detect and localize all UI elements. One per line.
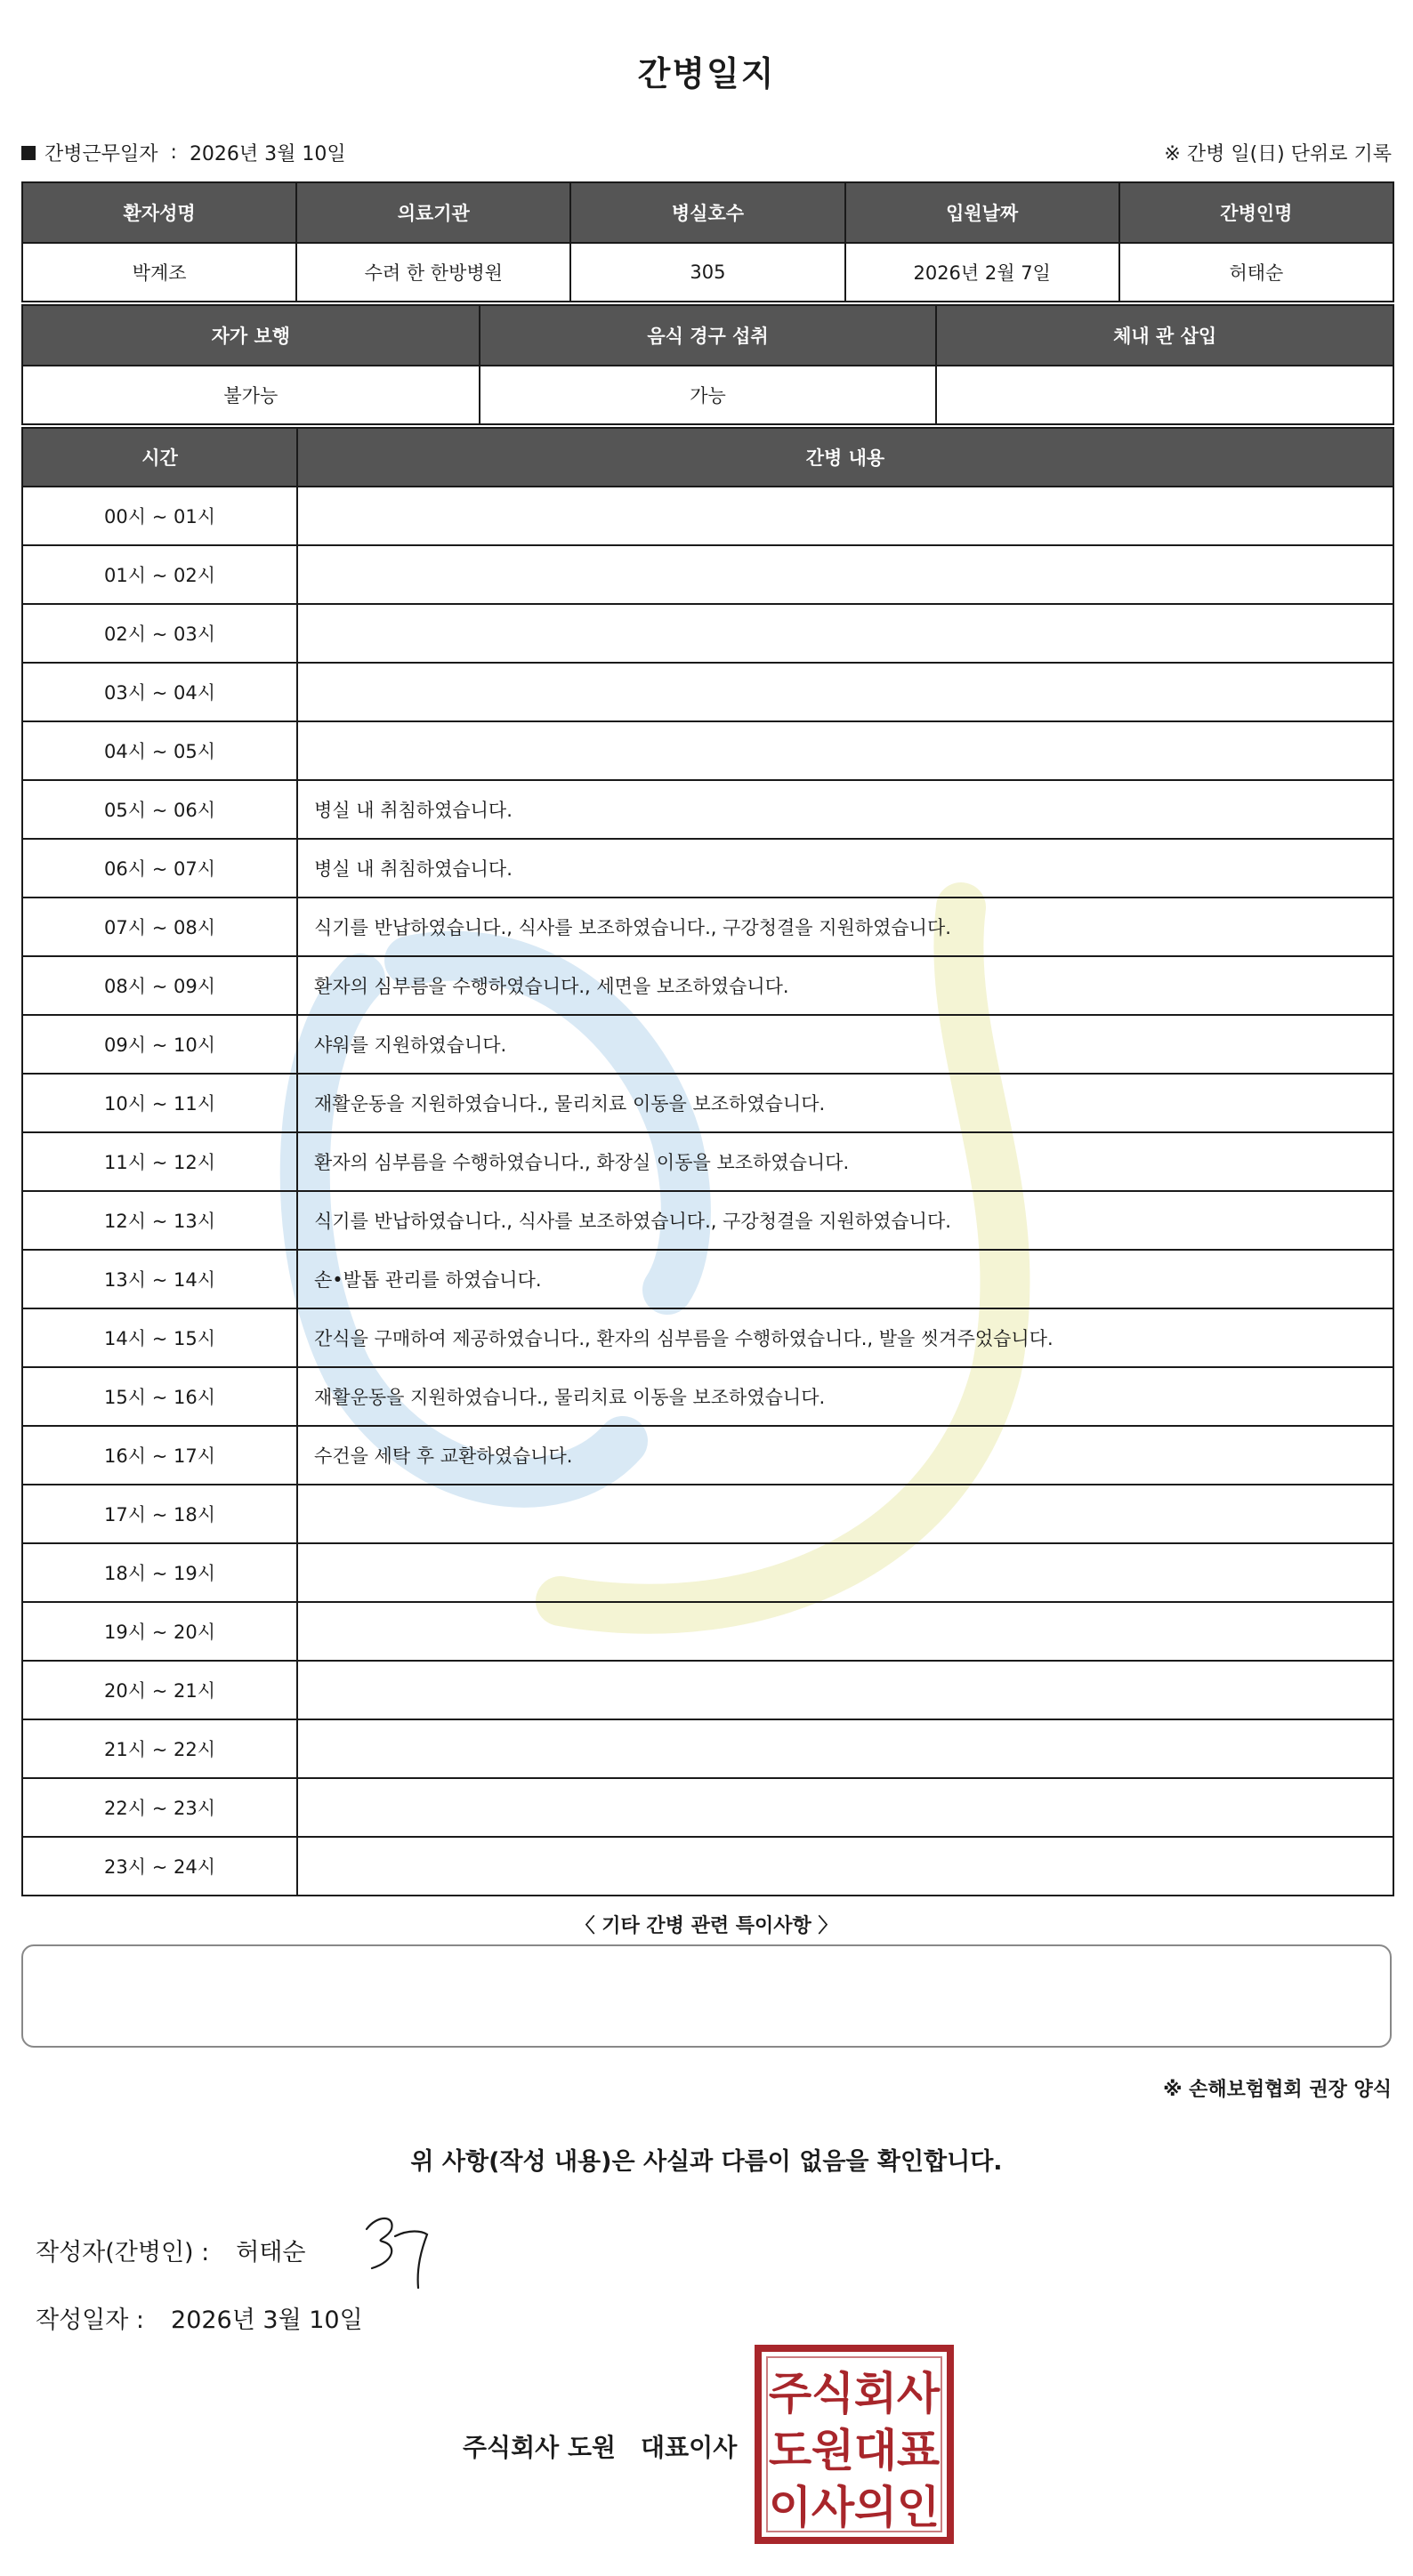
time-header: 시간 — [22, 428, 297, 487]
hospital-value: 수려 한 한방병원 — [296, 243, 570, 302]
seal-glyph: 사 — [811, 2482, 855, 2533]
care-log-row — [22, 780, 1393, 839]
care-log-time: 08시 ~ 09시 — [22, 956, 297, 1015]
care-log-content — [297, 721, 1393, 780]
care-log-time: 01시 ~ 02시 — [22, 545, 297, 604]
care-log-row — [22, 1602, 1393, 1661]
care-log-time: 22시 ~ 23시 — [22, 1778, 297, 1837]
care-log-time: 05시 ~ 06시 — [22, 780, 297, 839]
care-log-row — [22, 721, 1393, 780]
care-log-content: 병실 내 취침하였습니다. — [297, 780, 1393, 839]
oral-intake-header: 음식 경구 섭취 — [480, 305, 937, 366]
care-log-row — [22, 1543, 1393, 1602]
special-notes-title: 〈 기타 간병 관련 특이사항 〉 — [575, 1915, 838, 1937]
oral-intake-value: 가능 — [480, 366, 937, 424]
care-log-time: 23시 ~ 24시 — [22, 1837, 297, 1896]
square-bullet-icon — [21, 146, 36, 160]
care-log-row — [22, 898, 1393, 956]
written-date-value: 2026년 3월 10일 — [171, 2306, 363, 2334]
work-date-separator: : — [170, 141, 177, 164]
care-log-time: 11시 ~ 12시 — [22, 1132, 297, 1191]
care-log-row — [22, 956, 1393, 1015]
seal-glyph: 도 — [768, 2425, 812, 2476]
company-signature-line — [463, 2428, 737, 2464]
care-log-time: 03시 ~ 04시 — [22, 663, 297, 721]
seal-glyph: 표 — [896, 2425, 941, 2476]
care-log-content: 환자의 심부름을 수행하였습니다., 세면을 보조하였습니다. — [297, 956, 1393, 1015]
care-log-row — [22, 1426, 1393, 1485]
admission-date-value: 2026년 2월 7일 — [845, 243, 1119, 302]
writer-label: 작성자(간병인) : — [36, 2239, 210, 2266]
seal-glyph: 회 — [853, 2368, 898, 2419]
room-number-header: 병실호수 — [570, 182, 844, 243]
written-date-line — [36, 2300, 363, 2335]
room-number-value: 305 — [570, 243, 844, 302]
care-log-time: 04시 ~ 05시 — [22, 721, 297, 780]
care-log-time: 12시 ~ 13시 — [22, 1191, 297, 1250]
care-log-row — [22, 1367, 1393, 1426]
care-log-content: 수건을 세탁 후 교환하였습니다. — [297, 1426, 1393, 1485]
patient-name-value: 박계조 — [22, 243, 296, 302]
care-log-time: 00시 ~ 01시 — [22, 487, 297, 545]
seal-glyph: 인 — [896, 2482, 941, 2533]
care-log-time: 13시 ~ 14시 — [22, 1250, 297, 1308]
care-log-time: 16시 ~ 17시 — [22, 1426, 297, 1485]
care-log-content — [297, 545, 1393, 604]
care-log-row — [22, 1485, 1393, 1543]
care-log-content — [297, 663, 1393, 721]
tube-insertion-header: 체내 관 삽입 — [936, 305, 1393, 366]
care-log-time: 20시 ~ 21시 — [22, 1661, 297, 1719]
care-log-row — [22, 1719, 1393, 1778]
care-log-content — [297, 1602, 1393, 1661]
care-log-time: 07시 ~ 08시 — [22, 898, 297, 956]
handwritten-signature — [359, 2210, 445, 2291]
care-log-row — [22, 545, 1393, 604]
confirmation-statement: 위 사항(작성 내용)은 사실과 다름이 없음을 확인합니다. — [410, 2148, 1003, 2176]
care-log-content: 식기를 반납하였습니다., 식사를 보조하였습니다., 구강청결을 지원하였습니다. — [297, 898, 1393, 956]
care-log-content — [297, 604, 1393, 663]
care-log-table — [21, 427, 1394, 1896]
caregiver-name-value: 허태순 — [1119, 243, 1393, 302]
care-log-time: 15시 ~ 16시 — [22, 1367, 297, 1426]
care-log-row — [22, 839, 1393, 898]
seal-glyph: 사 — [896, 2368, 941, 2419]
admission-date-header: 입원날짜 — [845, 182, 1119, 243]
care-log-row — [22, 1191, 1393, 1250]
seal-glyph: 대 — [853, 2425, 898, 2476]
care-log-content: 환자의 심부름을 수행하였습니다., 화장실 이동을 보조하였습니다. — [297, 1132, 1393, 1191]
seal-glyph: 주 — [768, 2368, 812, 2419]
care-log-time: 02시 ~ 03시 — [22, 604, 297, 663]
work-date-label: 간병근무일자 — [44, 143, 158, 165]
care-log-content — [297, 1661, 1393, 1719]
care-log-row — [22, 1778, 1393, 1837]
written-date-label: 작성일자 : — [36, 2306, 145, 2334]
seal-glyph: 이 — [768, 2482, 812, 2533]
patient-info-table — [21, 181, 1394, 302]
care-log-content: 손•발톱 관리를 하였습니다. — [297, 1250, 1393, 1308]
care-log-row — [22, 1308, 1393, 1367]
seal-glyph: 원 — [811, 2425, 855, 2476]
care-log-row — [22, 1015, 1393, 1074]
care-content-header: 간병 내용 — [297, 428, 1393, 487]
care-log-content: 재활운동을 지원하였습니다., 물리치료 이동을 보조하였습니다. — [297, 1074, 1393, 1132]
care-log-time: 21시 ~ 22시 — [22, 1719, 297, 1778]
care-log-content — [297, 1778, 1393, 1837]
care-log-content: 샤워를 지원하였습니다. — [297, 1015, 1393, 1074]
care-log-content — [297, 1719, 1393, 1778]
company-name: 주식회사 도원 — [463, 2433, 617, 2462]
care-log-content: 재활운동을 지원하였습니다., 물리치료 이동을 보조하였습니다. — [297, 1367, 1393, 1426]
self-walking-header: 자가 보행 — [22, 305, 480, 366]
care-log-time: 06시 ~ 07시 — [22, 839, 297, 898]
caregiver-name-header: 간병인명 — [1119, 182, 1393, 243]
patient-status-table — [21, 304, 1394, 425]
care-log-content: 식기를 반납하였습니다., 식사를 보조하였습니다., 구강청결을 지원하였습니다. — [297, 1191, 1393, 1250]
care-log-content — [297, 1485, 1393, 1543]
hospital-header: 의료기관 — [296, 182, 570, 243]
care-log-content — [297, 1543, 1393, 1602]
care-log-row — [22, 1661, 1393, 1719]
care-log-row — [22, 604, 1393, 663]
tube-insertion-value — [936, 366, 1393, 424]
care-log-row — [22, 1074, 1393, 1132]
writer-name: 허태순 — [236, 2239, 306, 2266]
care-log-content — [297, 487, 1393, 545]
care-log-time: 17시 ~ 18시 — [22, 1485, 297, 1543]
care-log-row — [22, 1250, 1393, 1308]
special-notes-box — [21, 1944, 1392, 2048]
care-log-row — [22, 1132, 1393, 1191]
care-log-time: 18시 ~ 19시 — [22, 1543, 297, 1602]
care-log-row — [22, 663, 1393, 721]
writer-line — [36, 2233, 306, 2267]
care-log-content: 병실 내 취침하였습니다. — [297, 839, 1393, 898]
company-seal-stamp — [755, 2345, 954, 2544]
seal-glyph: 의 — [853, 2482, 898, 2533]
care-log-row — [22, 487, 1393, 545]
seal-glyph: 식 — [811, 2368, 855, 2419]
work-date-value: 2026년 3월 10일 — [189, 143, 346, 165]
form-footnote: ※ 손해보험협회 권장 양식 — [1163, 2079, 1392, 2101]
record-note: ※ 간병 일(日) 단위로 기록 — [1164, 143, 1392, 165]
care-log-time: 14시 ~ 15시 — [22, 1308, 297, 1367]
care-log-content — [297, 1837, 1393, 1896]
self-walking-value: 불가능 — [22, 366, 480, 424]
care-log-time: 10시 ~ 11시 — [22, 1074, 297, 1132]
work-date-line — [21, 139, 1392, 169]
document-title: 간병일지 — [637, 54, 776, 93]
care-log-row — [22, 1837, 1393, 1896]
patient-name-header: 환자성명 — [22, 182, 296, 243]
care-log-time: 09시 ~ 10시 — [22, 1015, 297, 1074]
care-log-time: 19시 ~ 20시 — [22, 1602, 297, 1661]
care-log-content: 간식을 구매하여 제공하였습니다., 환자의 심부름을 수행하였습니다., 발을 씻겨주었습니다. — [297, 1308, 1393, 1367]
ceo-label: 대표이사 — [641, 2433, 738, 2462]
